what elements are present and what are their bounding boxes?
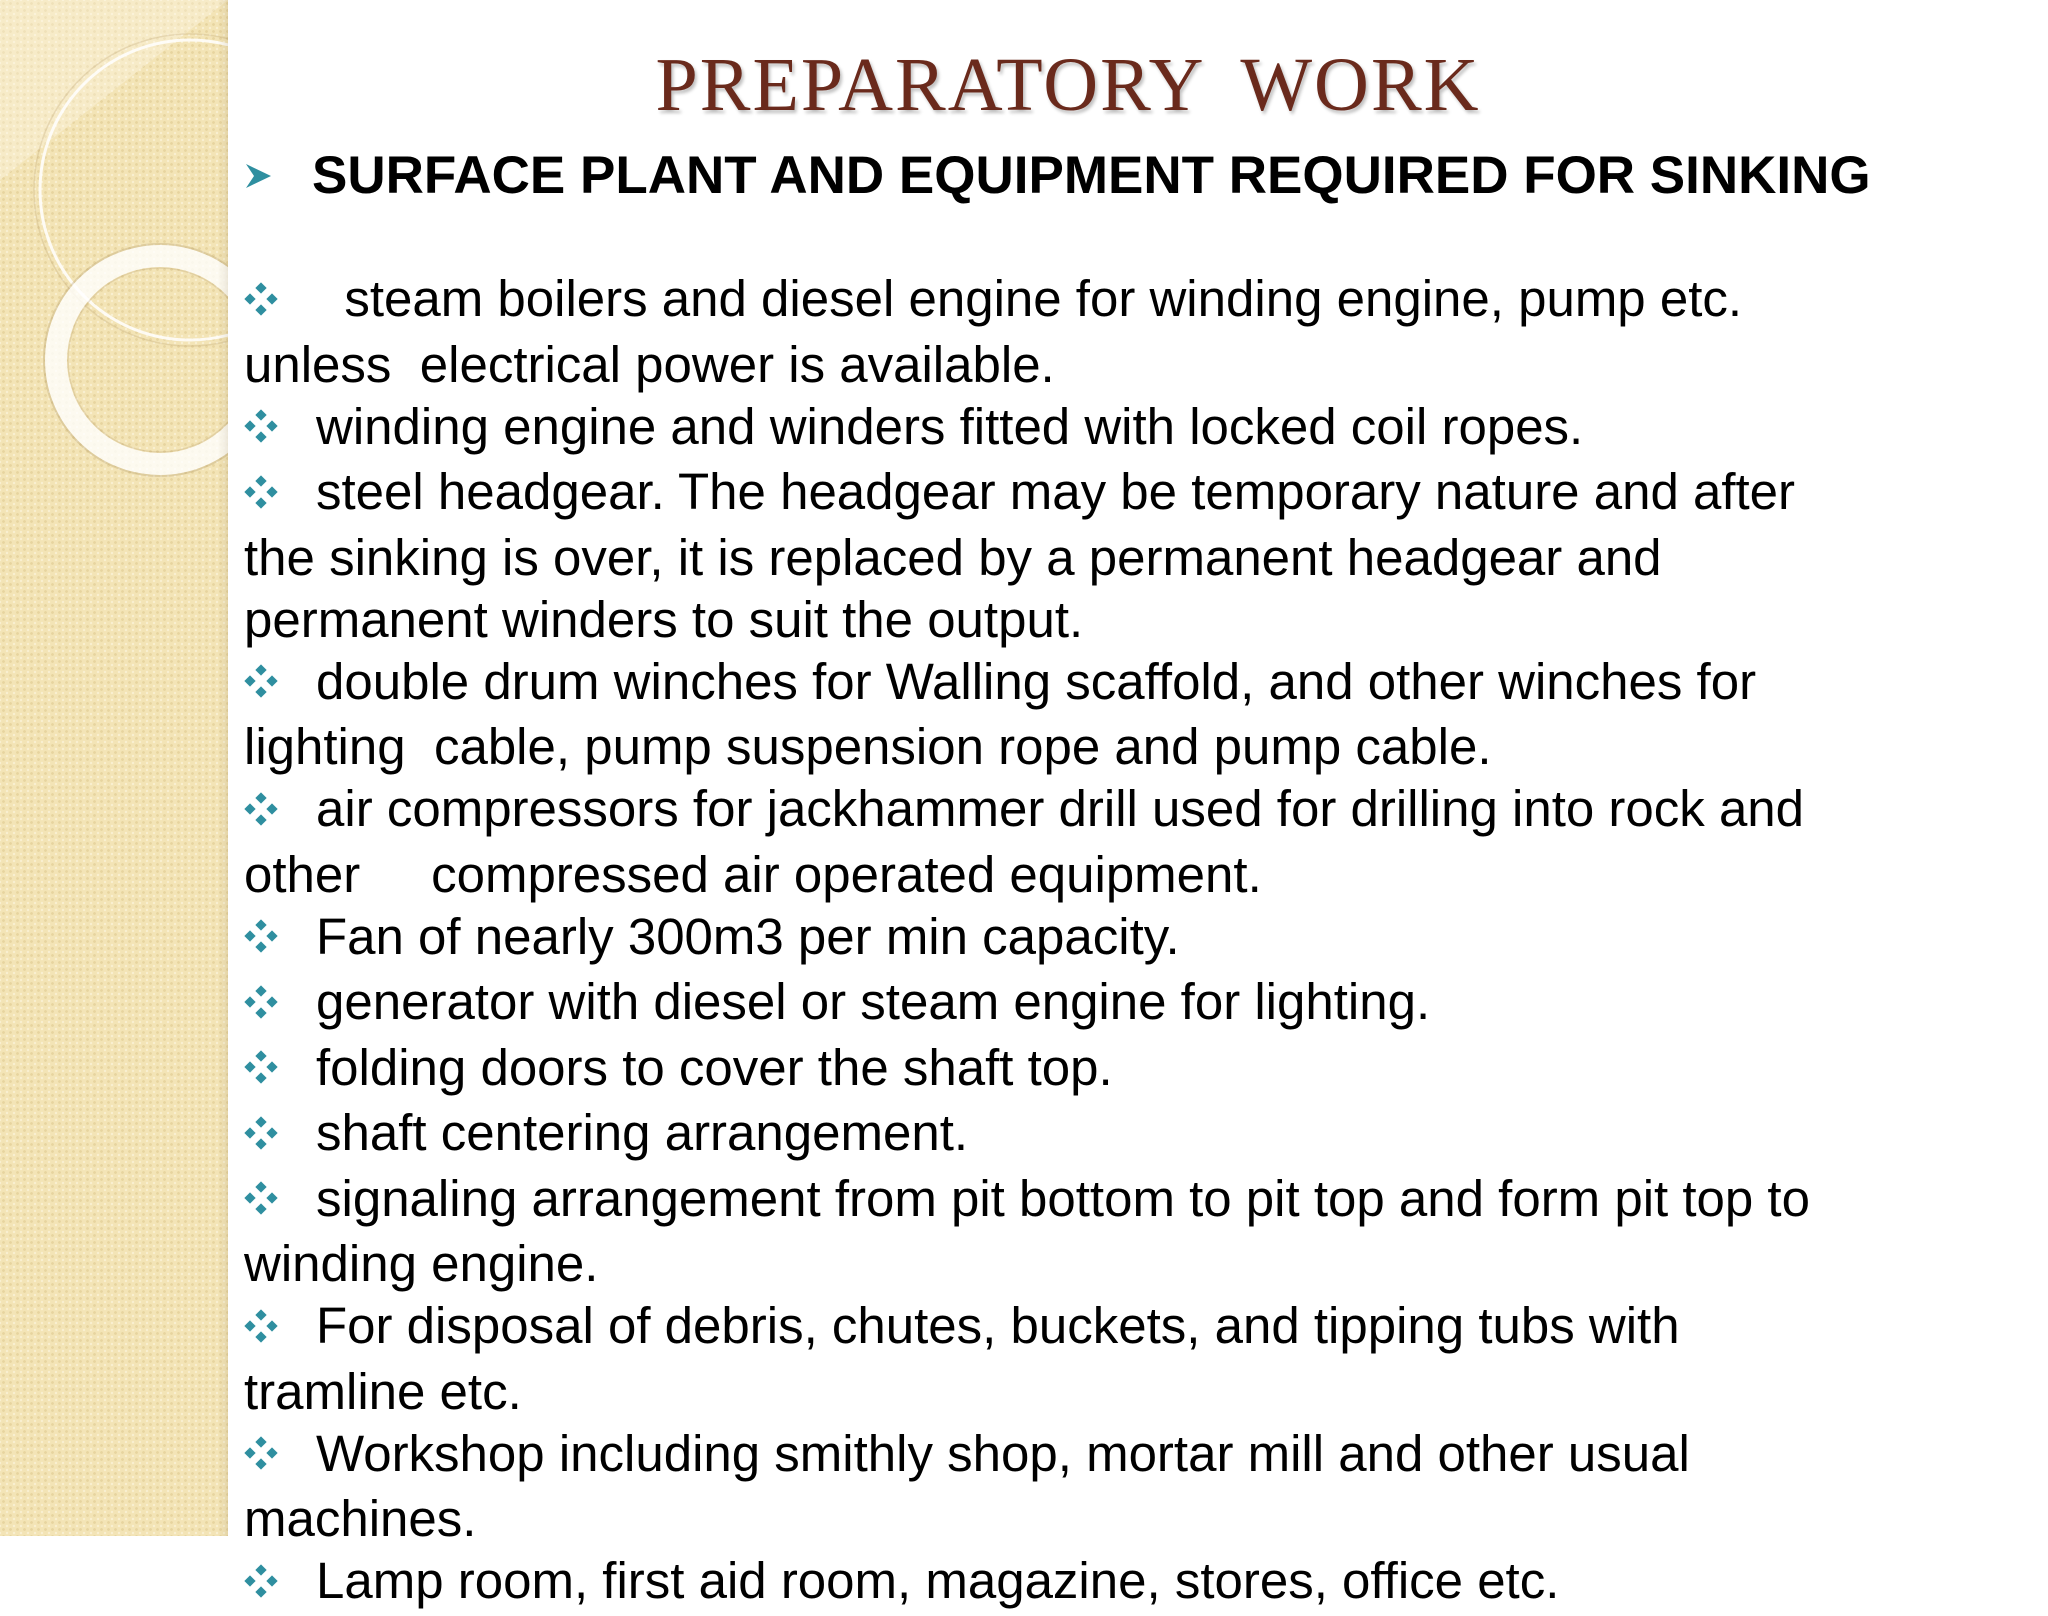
list-item-text: folding doors to cover the shaft top. <box>316 1038 1113 1096</box>
list-item-continuation <box>244 1488 2034 1550</box>
list-item-text: tramline etc. <box>244 1362 522 1420</box>
list-item <box>244 651 2034 717</box>
list-item <box>244 1550 2034 1616</box>
list-item <box>244 971 2034 1037</box>
list-item <box>244 396 2034 462</box>
list-item-text: air compressors for jackhammer drill used for drilling into rock and <box>316 780 1805 838</box>
four-diamond-bullet-icon <box>244 1167 316 1229</box>
list-item-text: signaling arrangement from pit bottom to pit top and form pit top to <box>316 1169 1810 1227</box>
list-item-text: unless electrical power is available. <box>244 335 1055 393</box>
list-item <box>244 1102 2034 1168</box>
list-item <box>244 906 2034 972</box>
section-heading-text: SURFACE PLANT AND EQUIPMENT REQUIRED FOR SINKING <box>312 146 1871 205</box>
four-diamond-bullet-icon <box>244 1422 316 1484</box>
list-item-continuation <box>244 589 2034 651</box>
list-item <box>244 1168 2034 1234</box>
list-item-continuation <box>244 527 2034 589</box>
section-heading <box>244 144 2034 208</box>
decorative-side-band <box>0 0 228 1536</box>
slide-title: PREPARATORY WORK <box>655 43 1481 127</box>
list-item <box>244 778 2034 844</box>
list-item <box>244 1295 2034 1361</box>
list-item-text: lighting cable, pump suspension rope and pump cable. <box>244 718 1492 776</box>
list-item-text: generator with diesel or steam engine for lighting. <box>316 973 1431 1031</box>
list-item-text: permanent winders to suit the output. <box>244 590 1084 648</box>
four-diamond-bullet-icon <box>244 1550 316 1612</box>
list-item-text: Lamp room, first aid room, magazine, stores, office etc. <box>316 1552 1560 1610</box>
list-item <box>244 1037 2034 1103</box>
four-diamond-bullet-icon <box>244 268 316 330</box>
list-item-continuation <box>244 716 2034 778</box>
list-item-continuation <box>244 334 2034 396</box>
list-item-text: Workshop including smithly shop, mortar mill and other usual <box>316 1424 1690 1482</box>
list-item-continuation <box>244 1361 2034 1423</box>
equipment-bullet-list <box>244 268 2034 1616</box>
four-diamond-bullet-icon <box>244 461 316 523</box>
list-item-text: For disposal of debris, chutes, buckets, and tipping tubs with <box>316 1297 1680 1355</box>
list-item <box>244 461 2034 527</box>
four-diamond-bullet-icon <box>244 778 316 840</box>
list-item-text: winding engine and winders fitted with locked coil ropes. <box>316 397 1584 455</box>
decorative-rings <box>0 0 228 520</box>
four-diamond-bullet-icon <box>244 1102 316 1164</box>
side-band-edge <box>218 0 228 1536</box>
four-diamond-bullet-icon <box>244 650 316 712</box>
list-item-text: winding engine. <box>244 1235 599 1293</box>
list-item-text: double drum winches for Walling scaffold, and other winches for <box>316 652 1757 710</box>
four-diamond-bullet-icon <box>244 395 316 457</box>
four-diamond-bullet-icon <box>244 1295 316 1357</box>
list-item-text: machines. <box>244 1490 477 1548</box>
arrowhead-bullet-icon <box>244 161 298 191</box>
list-item <box>244 268 2034 334</box>
list-item-text: steel headgear. The headgear may be temporary nature and after <box>316 463 1796 521</box>
list-item <box>244 1423 2034 1489</box>
list-item-text: the sinking is over, it is replaced by a permanent headgear and <box>244 528 1662 586</box>
list-item-continuation <box>244 844 2034 906</box>
four-diamond-bullet-icon <box>244 1036 316 1098</box>
list-item-text: shaft centering arrangement. <box>316 1104 969 1162</box>
list-item-text: steam boilers and diesel engine for winding engine, pump etc. <box>316 270 1743 327</box>
list-item-continuation <box>244 1233 2034 1295</box>
four-diamond-bullet-icon <box>244 971 316 1033</box>
list-item-text: Fan of nearly 300m3 per min capacity. <box>316 907 1180 965</box>
list-item-text: other compressed air operated equipment. <box>244 845 1262 903</box>
four-diamond-bullet-icon <box>244 905 316 967</box>
